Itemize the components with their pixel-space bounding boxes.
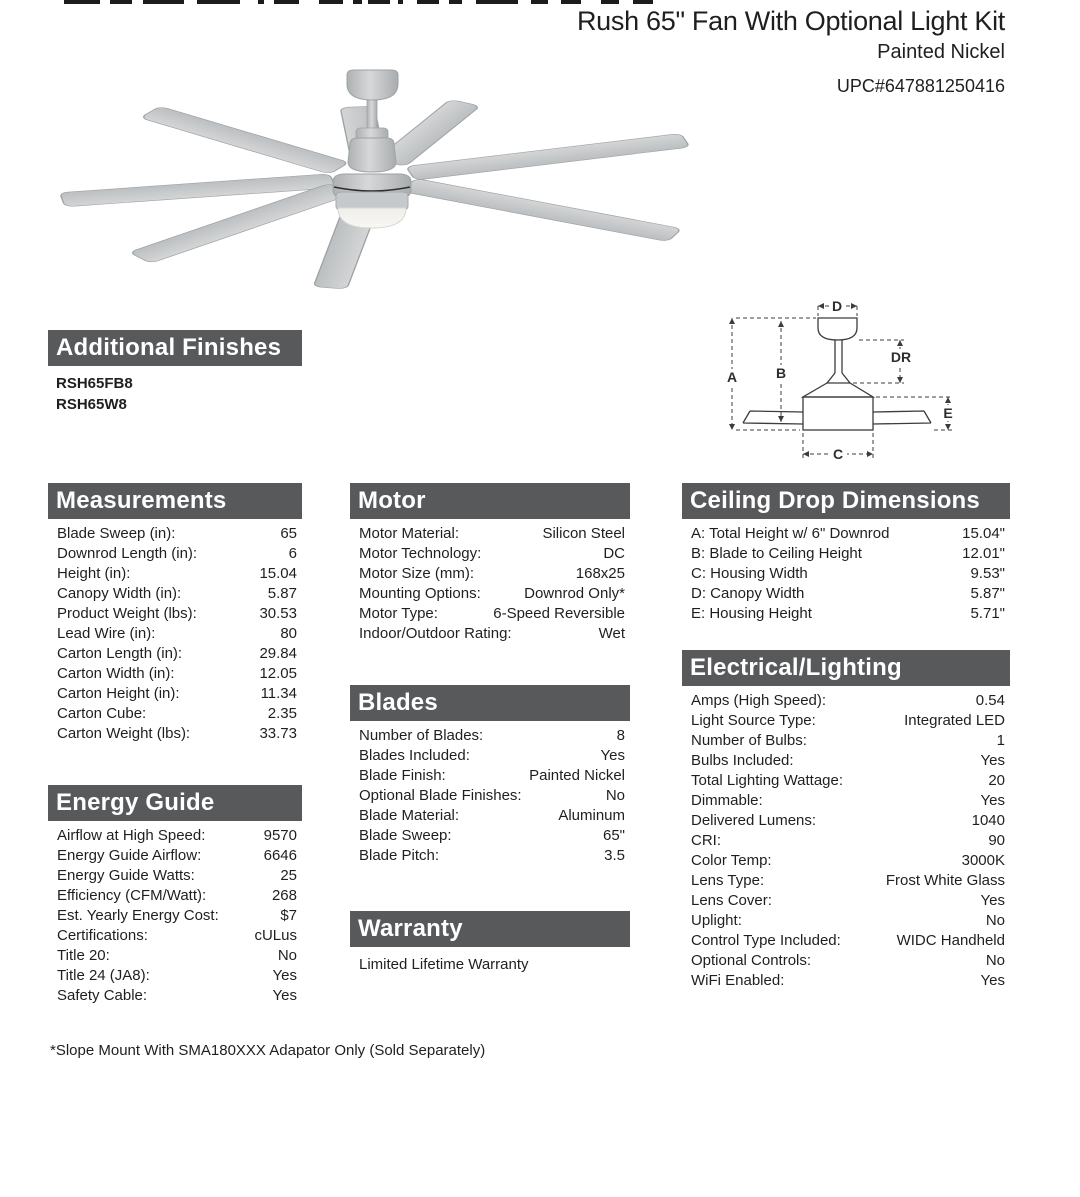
product-image-fan bbox=[30, 58, 690, 308]
spec-label: D: Canopy Width bbox=[691, 585, 805, 602]
ceiling-drop-diagram bbox=[710, 285, 975, 465]
page-title: Rush 65" Fan With Optional Light Kit bbox=[576, 6, 1005, 36]
spec-row bbox=[48, 986, 302, 1006]
spec-row bbox=[682, 604, 1010, 624]
spec-value: Downrod Only* bbox=[524, 585, 625, 602]
spec-value: Yes bbox=[272, 987, 297, 1004]
spec-row bbox=[682, 524, 1010, 544]
spec-row bbox=[350, 544, 630, 564]
spec-row bbox=[350, 746, 630, 766]
spec-label: Downrod Length (in): bbox=[57, 545, 198, 562]
spec-value: 5.87 bbox=[267, 585, 297, 602]
motor-rows bbox=[350, 524, 630, 644]
spec-label: Blade Sweep: bbox=[359, 827, 452, 844]
spec-row bbox=[682, 811, 1010, 831]
spec-row bbox=[48, 644, 302, 664]
additional-finishes-section bbox=[48, 330, 302, 415]
spec-row bbox=[350, 786, 630, 806]
upc-code: UPC#647881250416 bbox=[836, 76, 1005, 96]
spec-label: Bulbs Included: bbox=[691, 752, 794, 769]
finish-item: RSH65FB8 bbox=[56, 375, 133, 392]
spec-row bbox=[48, 724, 302, 744]
spec-value: 268 bbox=[271, 887, 297, 904]
spec-value: 6646 bbox=[263, 847, 297, 864]
spec-value: Yes bbox=[980, 972, 1005, 989]
slope-mount-footnote: *Slope Mount With SMA180XXX Adapator Only (Sold Separately) bbox=[50, 1042, 486, 1059]
diagram-label-dr: DR bbox=[890, 349, 912, 365]
spec-row bbox=[48, 826, 302, 846]
diagram-label-c: C bbox=[832, 446, 844, 462]
spec-value: 65" bbox=[602, 827, 625, 844]
spec-value: 0.54 bbox=[975, 692, 1005, 709]
spec-label: E: Housing Height bbox=[691, 605, 812, 622]
spec-value: Yes bbox=[980, 752, 1005, 769]
spec-row bbox=[48, 624, 302, 644]
measurements-section bbox=[48, 483, 302, 744]
spec-label: Optional Blade Finishes: bbox=[359, 787, 522, 804]
spec-row bbox=[350, 726, 630, 746]
spec-row bbox=[682, 951, 1010, 971]
spec-row bbox=[350, 604, 630, 624]
spec-row bbox=[682, 831, 1010, 851]
spec-label: Efficiency (CFM/Watt): bbox=[57, 887, 207, 904]
spec-value: 6-Speed Reversible bbox=[493, 605, 625, 622]
ceiling-drop-section bbox=[682, 483, 1010, 624]
additional-finishes-heading: Additional Finishes bbox=[48, 330, 302, 366]
spec-label: Airflow at High Speed: bbox=[57, 827, 206, 844]
motor-section bbox=[350, 483, 630, 644]
spec-row bbox=[350, 524, 630, 544]
spec-row bbox=[682, 771, 1010, 791]
spec-value: DC bbox=[603, 545, 625, 562]
spec-value: Silicon Steel bbox=[542, 525, 625, 542]
spec-value: $7 bbox=[280, 907, 297, 924]
spec-value: 2.35 bbox=[267, 705, 297, 722]
spec-label: Carton Height (in): bbox=[57, 685, 180, 702]
spec-label: Total Lighting Wattage: bbox=[691, 772, 844, 789]
spec-label: Energy Guide Watts: bbox=[57, 867, 195, 884]
finish-item: RSH65W8 bbox=[56, 396, 127, 413]
spec-label: Lead Wire (in): bbox=[57, 625, 156, 642]
spec-value: 15.04 bbox=[259, 565, 297, 582]
spec-value: 8 bbox=[616, 727, 625, 744]
spec-label: Blade Material: bbox=[359, 807, 460, 824]
spec-row bbox=[48, 846, 302, 866]
spec-row bbox=[682, 851, 1010, 871]
motor-heading: Motor bbox=[350, 483, 630, 519]
spec-row bbox=[350, 584, 630, 604]
spec-label: Title 24 (JA8): bbox=[57, 967, 150, 984]
spec-value: 25 bbox=[280, 867, 297, 884]
diagram-label-a: A bbox=[726, 369, 738, 385]
spec-value: No bbox=[605, 787, 625, 804]
spec-row bbox=[350, 564, 630, 584]
energy-guide-rows bbox=[48, 826, 302, 1006]
spec-row bbox=[48, 584, 302, 604]
spec-value: Yes bbox=[272, 967, 297, 984]
spec-value: 80 bbox=[280, 625, 297, 642]
diagram-label-d: D bbox=[831, 298, 843, 314]
spec-label: Carton Cube: bbox=[57, 705, 147, 722]
energy-guide-section bbox=[48, 785, 302, 1006]
spec-value: 6 bbox=[288, 545, 297, 562]
spec-row bbox=[350, 826, 630, 846]
spec-label: Light Source Type: bbox=[691, 712, 816, 729]
spec-value: 3.5 bbox=[604, 847, 625, 864]
electrical-lighting-heading: Electrical/Lighting bbox=[682, 650, 1010, 686]
spec-row bbox=[682, 911, 1010, 931]
spec-row bbox=[350, 766, 630, 786]
finish-name: Painted Nickel bbox=[877, 41, 1005, 63]
measurements-heading: Measurements bbox=[48, 483, 302, 519]
spec-label: Carton Weight (lbs): bbox=[57, 725, 191, 742]
spec-value: Wet bbox=[598, 625, 625, 642]
energy-guide-heading: Energy Guide bbox=[48, 785, 302, 821]
spec-label: Carton Width (in): bbox=[57, 665, 175, 682]
spec-label: Mounting Options: bbox=[359, 585, 481, 602]
spec-label: Carton Length (in): bbox=[57, 645, 183, 662]
spec-row bbox=[350, 806, 630, 826]
spec-value: 5.87" bbox=[970, 585, 1005, 602]
spec-row bbox=[48, 946, 302, 966]
spec-label: Blade Finish: bbox=[359, 767, 446, 784]
spec-label: Number of Blades: bbox=[359, 727, 484, 744]
spec-row bbox=[682, 564, 1010, 584]
blades-heading: Blades bbox=[350, 685, 630, 721]
spec-row bbox=[48, 886, 302, 906]
spec-row bbox=[48, 906, 302, 926]
spec-value: No bbox=[985, 952, 1005, 969]
spec-label: Motor Material: bbox=[359, 525, 460, 542]
spec-label: Color Temp: bbox=[691, 852, 772, 869]
warranty-heading: Warranty bbox=[350, 911, 630, 947]
spec-value: 9.53" bbox=[970, 565, 1005, 582]
spec-row bbox=[48, 564, 302, 584]
spec-label: A: Total Height w/ 6" Downrod bbox=[691, 525, 890, 542]
spec-label: Motor Size (mm): bbox=[359, 565, 475, 582]
spec-value: No bbox=[985, 912, 1005, 929]
spec-row bbox=[48, 684, 302, 704]
spec-value: cULus bbox=[254, 927, 297, 944]
spec-value: Painted Nickel bbox=[529, 767, 625, 784]
spec-row bbox=[682, 931, 1010, 951]
spec-value: 29.84 bbox=[259, 645, 297, 662]
spec-label: Indoor/Outdoor Rating: bbox=[359, 625, 512, 642]
spec-value: 20 bbox=[988, 772, 1005, 789]
spec-row bbox=[682, 731, 1010, 751]
spec-label: Est. Yearly Energy Cost: bbox=[57, 907, 219, 924]
spec-label: Lens Cover: bbox=[691, 892, 772, 909]
spec-label: Energy Guide Airflow: bbox=[57, 847, 202, 864]
spec-value: No bbox=[277, 947, 297, 964]
spec-value: 1040 bbox=[971, 812, 1005, 829]
diagram-label-e: E bbox=[943, 405, 953, 421]
spec-row bbox=[682, 891, 1010, 911]
spec-label: Safety Cable: bbox=[57, 987, 148, 1004]
spec-label: Motor Technology: bbox=[359, 545, 482, 562]
spec-value: 12.05 bbox=[259, 665, 297, 682]
spec-value: 15.04" bbox=[962, 525, 1005, 542]
spec-value: Yes bbox=[980, 792, 1005, 809]
spec-value: 12.01" bbox=[962, 545, 1005, 562]
spec-label: Title 20: bbox=[57, 947, 110, 964]
spec-label: Delivered Lumens: bbox=[691, 812, 817, 829]
spec-label: Canopy Width (in): bbox=[57, 585, 182, 602]
ceiling-drop-heading: Ceiling Drop Dimensions bbox=[682, 483, 1010, 519]
warranty-text: Limited Lifetime Warranty bbox=[359, 956, 529, 973]
spec-value: Integrated LED bbox=[904, 712, 1005, 729]
spec-value: 33.73 bbox=[259, 725, 297, 742]
spec-value: 65 bbox=[280, 525, 297, 542]
spec-value: 5.71" bbox=[970, 605, 1005, 622]
spec-row bbox=[48, 544, 302, 564]
spec-label: B: Blade to Ceiling Height bbox=[691, 545, 862, 562]
spec-value: 1 bbox=[996, 732, 1005, 749]
spec-label: Uplight: bbox=[691, 912, 742, 929]
spec-row bbox=[682, 871, 1010, 891]
spec-value: Yes bbox=[980, 892, 1005, 909]
spec-label: Product Weight (lbs): bbox=[57, 605, 197, 622]
spec-label: Blades Included: bbox=[359, 747, 470, 764]
spec-row bbox=[682, 971, 1010, 991]
spec-label: C: Housing Width bbox=[691, 565, 808, 582]
spec-row bbox=[682, 791, 1010, 811]
spec-value: WIDC Handheld bbox=[896, 932, 1005, 949]
spec-row bbox=[682, 584, 1010, 604]
spec-value: 30.53 bbox=[259, 605, 297, 622]
spec-row bbox=[682, 691, 1010, 711]
spec-value: Yes bbox=[600, 747, 625, 764]
spec-value: Aluminum bbox=[558, 807, 625, 824]
warranty-section bbox=[350, 911, 630, 973]
spec-row bbox=[350, 846, 630, 866]
ceiling-drop-rows bbox=[682, 524, 1010, 624]
spec-label: Certifications: bbox=[57, 927, 148, 944]
spec-row bbox=[350, 624, 630, 644]
additional-finishes-list bbox=[48, 373, 302, 415]
spec-label: Lens Type: bbox=[691, 872, 765, 889]
spec-row bbox=[682, 751, 1010, 771]
spec-value: 9570 bbox=[263, 827, 297, 844]
spec-label: Dimmable: bbox=[691, 792, 763, 809]
spec-row bbox=[682, 544, 1010, 564]
spec-row bbox=[48, 524, 302, 544]
spec-row bbox=[48, 604, 302, 624]
spec-row bbox=[48, 664, 302, 684]
spec-label: Blade Sweep (in): bbox=[57, 525, 176, 542]
electrical-lighting-section bbox=[682, 650, 1010, 991]
spec-label: Optional Controls: bbox=[691, 952, 812, 969]
spec-value: 3000K bbox=[961, 852, 1005, 869]
spec-row bbox=[48, 704, 302, 724]
spec-value: Frost White Glass bbox=[885, 872, 1005, 889]
spec-row bbox=[682, 711, 1010, 731]
spec-label: Number of Bulbs: bbox=[691, 732, 807, 749]
spec-label: WiFi Enabled: bbox=[691, 972, 785, 989]
spec-value: 90 bbox=[988, 832, 1005, 849]
diagram-label-b: B bbox=[775, 365, 787, 381]
spec-row bbox=[48, 926, 302, 946]
spec-value: 168x25 bbox=[575, 565, 625, 582]
spec-label: Amps (High Speed): bbox=[691, 692, 827, 709]
spec-label: Blade Pitch: bbox=[359, 847, 440, 864]
electrical-lighting-rows bbox=[682, 691, 1010, 991]
spec-value: 11.34 bbox=[260, 685, 297, 702]
spec-row bbox=[48, 866, 302, 886]
blades-rows bbox=[350, 726, 630, 866]
spec-row bbox=[48, 966, 302, 986]
spec-label: Motor Type: bbox=[359, 605, 438, 622]
spec-label: Control Type Included: bbox=[691, 932, 841, 949]
spec-label: Height (in): bbox=[57, 565, 131, 582]
spec-label: CRI: bbox=[691, 832, 721, 849]
blades-section bbox=[350, 685, 630, 866]
measurements-rows bbox=[48, 524, 302, 744]
